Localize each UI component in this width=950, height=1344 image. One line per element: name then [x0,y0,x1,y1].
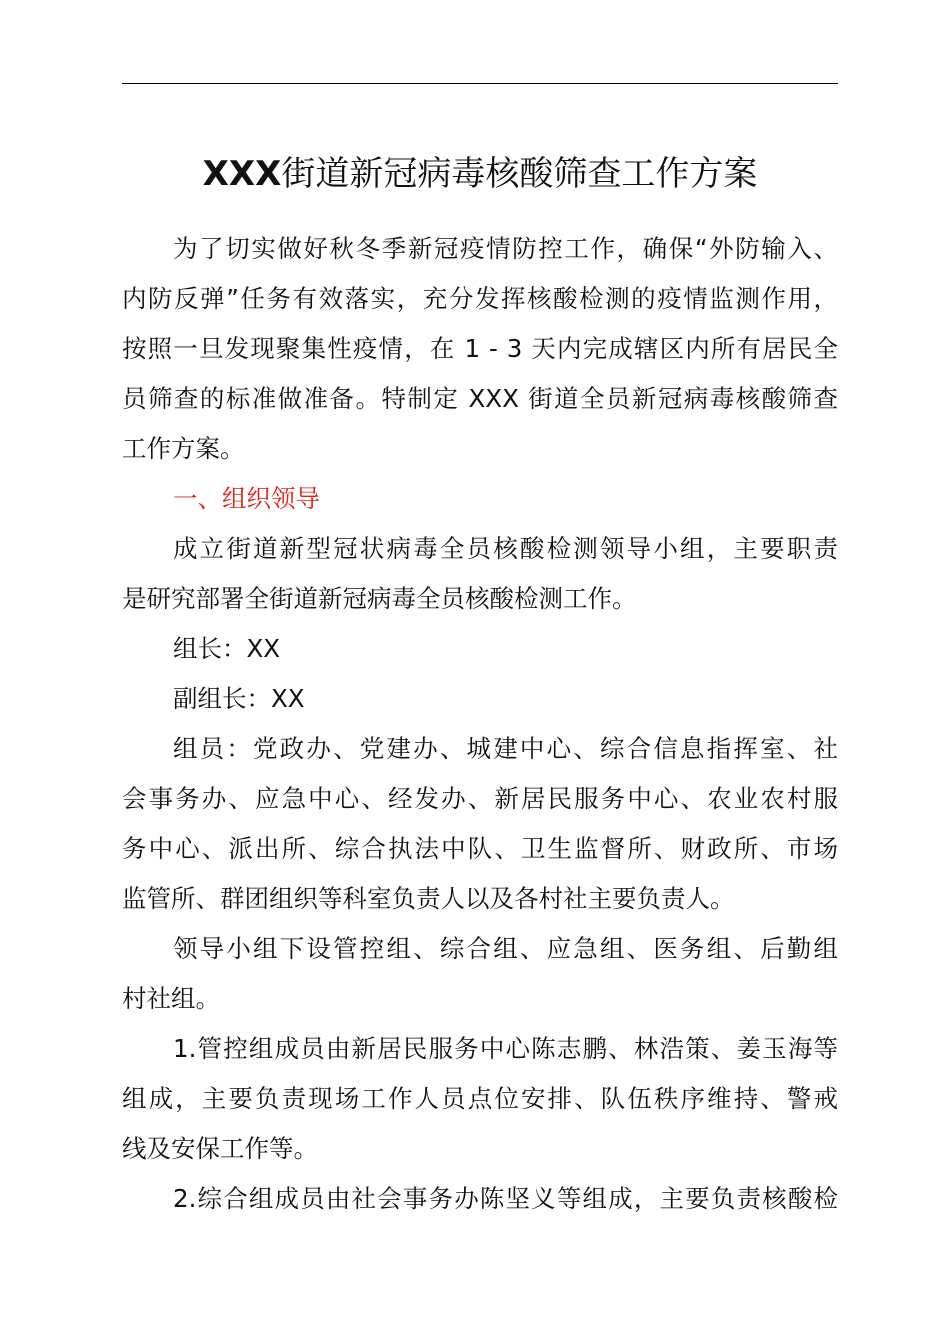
members-line: 组员：党政办、党建办、城建中心、综合信息指挥室、社 [173,734,838,763]
groups-line: 村社组。 [122,984,220,1013]
deputy-leader-line: 副组长：XX [173,684,305,713]
groups-line: 领导小组下设管控组、综合组、应急组、医务组、后勤组 [173,934,838,963]
leader-paragraph [122,624,838,674]
members-line: 会事务办、应急中心、经发办、新居民服务中心、农业农村服 [122,784,838,813]
members-line: 务中心、派出所、综合执法中队、卫生监督所、财政所、市场 [122,834,838,863]
title-cjk: 街道新冠病毒核酸筛查工作方案 [281,154,758,194]
intro-line: 员筛查的标准做准备。特制定 XXX 街道全员新冠病毒核酸筛查 [122,384,838,413]
section1-line: 是研究部署全街道新冠病毒全员核酸检测工作。 [122,584,637,613]
groups-paragraph [122,924,838,1024]
item1-line: 1.管控组成员由新居民服务中心陈志鹏、林浩策、姜玉海等 [173,1034,838,1063]
deputy-leader-paragraph [122,674,838,724]
intro-line: 按照一旦发现聚集性疫情，在 1 - 3 天内完成辖区内所有居民全 [122,334,838,363]
section1-paragraph [122,524,838,624]
section1-line: 成立街道新型冠状病毒全员核酸检测领导小组，主要职责 [173,534,838,563]
intro-paragraph [122,224,838,474]
item1-line: 组成，主要负责现场工作人员点位安排、队伍秩序维持、警戒 [122,1084,838,1113]
item1-line: 线及安保工作等。 [122,1134,318,1163]
document-body [122,224,838,1224]
leader-line: 组长：XX [173,634,281,663]
document-title [122,148,838,200]
item2-paragraph [122,1174,838,1224]
item1-paragraph [122,1024,838,1174]
section-heading-text: 一、组织领导 [173,484,320,513]
header-rule [122,83,838,84]
title-latin: XXX [202,154,282,194]
intro-line: 工作方案。 [122,434,245,463]
section-heading-organization [122,474,838,524]
members-line: 监管所、群团组织等科室负责人以及各村社主要负责人。 [122,884,735,913]
intro-line: 内防反弹”任务有效落实，充分发挥核酸检测的疫情监测作用， [122,284,838,313]
members-paragraph [122,724,838,924]
item2-line: 2.综合组成员由社会事务办陈坚义等组成，主要负责核酸检 [173,1184,838,1213]
intro-line: 为了切实做好秋冬季新冠疫情防控工作，确保“外防输入、 [173,234,838,263]
